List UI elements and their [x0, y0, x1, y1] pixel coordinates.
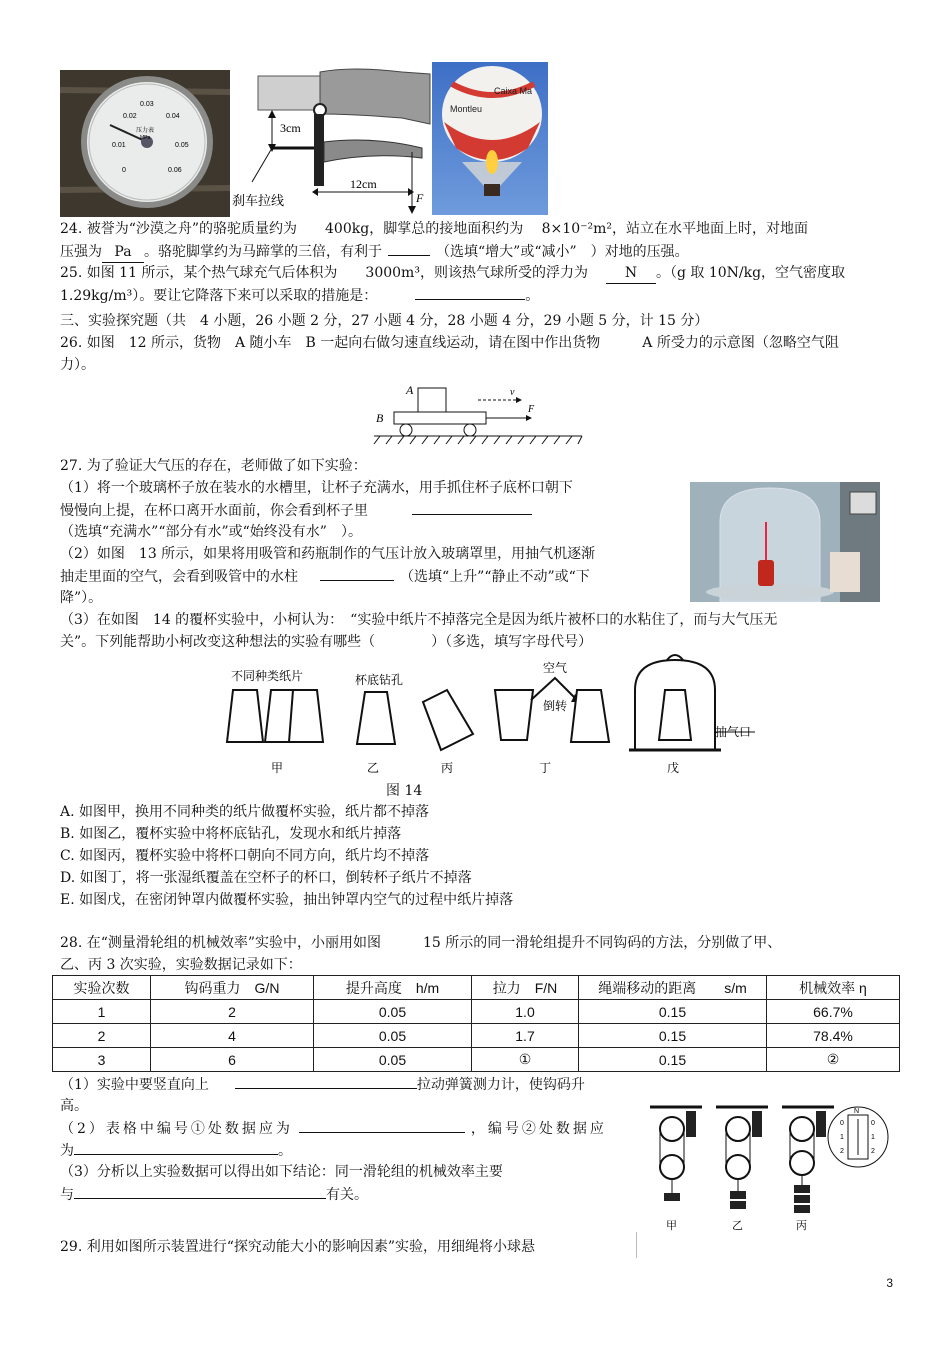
gauge-tick: 0.05	[175, 142, 189, 149]
fig14-label-air: 空气	[543, 661, 568, 675]
q28-text: ，编号②处数据应	[470, 1121, 607, 1137]
fig15-caption: 丙	[796, 1219, 807, 1232]
pulley-set-1	[650, 1107, 702, 1201]
q27-p2-line3: 降”）。	[60, 590, 103, 606]
q28-text: 有关。	[326, 1187, 368, 1203]
q28-s2-cont	[60, 1140, 292, 1161]
table-cell: 1.0	[472, 1000, 579, 1024]
q28-s3: （3）分析以上实验数据可以得出如下结论：同一滑轮组的机械效率主要	[60, 1164, 503, 1180]
q27-option-e: E. 如图戊，在密闭钟罩内做覆杯实验，抽出钟罩内空气的过程中纸片掉落	[60, 892, 514, 908]
hot-air-balloon-photo	[432, 62, 548, 215]
fig14-label-paper: 不同种类纸片	[231, 669, 304, 683]
table-cell: 6	[151, 1048, 314, 1072]
q25-answer-blank[interactable]: N	[606, 263, 656, 284]
q27-p1-line2	[60, 500, 532, 521]
q27-p3-line2: 关”。下列能帮助小柯改变这种想法的实验有哪些（ ）（多选，填写字母代号）	[60, 634, 593, 650]
scale-mark: 1	[840, 1134, 844, 1141]
q28-text: （1）实验中要竖直向上	[60, 1077, 209, 1093]
table-cell: ①	[472, 1048, 579, 1072]
balloon-text: Montleu	[450, 104, 483, 114]
q28-text: 。	[278, 1143, 292, 1159]
q27-option-d: D. 如图丁，将一张湿纸覆盖在空杯子的杯口，倒转杯子纸片不掉落	[60, 870, 472, 886]
table-cell: 4	[151, 1024, 314, 1048]
gauge-tick: 0.02	[123, 113, 137, 120]
fig14-label-vent: 抽气口	[715, 725, 752, 739]
q28-text: 拉动弹簧测力计，使钩码升	[416, 1077, 585, 1093]
gauge-label: 压力表	[136, 127, 155, 134]
q25-text: 。	[525, 288, 540, 304]
table-header-row	[53, 976, 900, 1000]
table-cell: 1.7	[472, 1024, 579, 1048]
q28-blank-1[interactable]	[235, 1074, 417, 1089]
q26-line1: 26. 如图 12 所示，货物 A 随小车 B 一起向右做匀速直线运动，请在图中作出货物 A 所受力的示意图（忽略空气阻	[60, 335, 839, 351]
q28-text: 为	[60, 1143, 74, 1159]
gauge-tick: 0.04	[166, 113, 180, 120]
q27-p3-line1: （3）在如图 14 的覆杯实验中，小柯认为： “实验中纸片不掉落完全是因为纸片被杯口的水粘住了，而与大气压无	[60, 612, 778, 628]
q25-blank-2[interactable]	[415, 285, 525, 300]
q28-s1-cont: 高。	[60, 1098, 88, 1114]
figure-15-pulleys	[640, 1085, 900, 1235]
table-header: 实验次数	[53, 976, 151, 1000]
q28-data-table	[52, 975, 900, 1072]
scale-mark: 2	[871, 1148, 875, 1155]
gauge-unit: MPa	[140, 135, 151, 141]
fig14-subcaption: 丙	[441, 761, 454, 775]
table-cell: 2	[53, 1024, 151, 1048]
q27-intro: 27. 为了验证大气压的存在，老师做了如下实验：	[60, 458, 367, 474]
bell-jar-photo	[690, 482, 880, 602]
q28-s1	[60, 1074, 585, 1095]
q24-line2	[60, 241, 689, 263]
q29-line1: 29. 利用如图所示装置进行“探究动能大小的影响因素”实验，用细绳将小球悬	[60, 1239, 536, 1255]
table-header: 机械效率 η	[767, 976, 900, 1000]
q27-blank-1[interactable]	[412, 500, 532, 515]
fig14-subcaption: 乙	[367, 761, 380, 775]
table-cell: 0.15	[579, 1000, 767, 1024]
brake-cable-label: 刹车拉线	[232, 194, 285, 209]
table-cell: 0.15	[579, 1024, 767, 1048]
q28-blank-4[interactable]	[74, 1184, 326, 1199]
pulley-set-3	[782, 1107, 888, 1213]
q25-line2	[60, 285, 539, 306]
fig15-caption: 乙	[732, 1219, 743, 1232]
fig14-subcaption: 甲	[271, 761, 284, 775]
label-b: B	[376, 411, 384, 425]
table-cell: 2	[151, 1000, 314, 1024]
q28-s3-cont	[60, 1184, 368, 1205]
q27-option-b: B. 如图乙，覆杯实验中将杯底钻孔，发现水和纸片掉落	[60, 826, 402, 842]
table-header: 提升高度 h/m	[314, 976, 472, 1000]
divider	[636, 1232, 637, 1258]
table-row	[53, 1000, 900, 1024]
q27-text: 慢慢向上提，在杯口离开水面前，你会看到杯子里	[60, 503, 368, 519]
scale-mark: N	[854, 1108, 860, 1115]
fig15-caption: 甲	[666, 1219, 677, 1232]
q27-option-c: C. 如图丙，覆杯实验中将杯口朝向不同方向，纸片均不掉落	[60, 848, 430, 864]
q25-text: 。（g 取 10N/kg，空气密度取	[655, 265, 846, 281]
table-header: 拉力 F/N	[472, 976, 579, 1000]
table-cell: 0.05	[314, 1024, 472, 1048]
table-cell: ②	[767, 1048, 900, 1072]
q24-text: 压强为	[60, 244, 102, 260]
q25-line1	[60, 263, 845, 284]
q27-p2-line1: （2）如图 13 所示，如果将用吸管和药瓶制作的气压计放入玻璃罩里，用抽气机逐渐	[60, 546, 596, 562]
gauge-tick: 0.03	[140, 101, 154, 108]
cart-figure	[370, 378, 585, 448]
table-cell: 3	[53, 1048, 151, 1072]
section3-heading: 三、实验探究题（共 4 小题，26 小题 2 分，27 小题 4 分，28 小题 4 分，29 小题 5 分，计 15 分）	[60, 313, 709, 329]
page-number: 3	[886, 1276, 893, 1290]
q27-p1-line3: （选填“充满水”“部分有水”或“始终没有水” ）。	[60, 524, 362, 540]
fig14-subcaption: 丁	[539, 761, 552, 775]
label-v: v	[510, 387, 515, 398]
q28-blank-3[interactable]	[74, 1140, 278, 1155]
table-cell: 0.05	[314, 1000, 472, 1024]
q25-text: 1.29kg/m³）。要让它降落下来可以采取的措施是：	[60, 288, 378, 304]
q24-blank-2[interactable]	[388, 241, 430, 256]
dim-12cm: 12cm	[350, 177, 377, 191]
q28-line2: 乙、丙 3 次实验，实验数据记录如下：	[60, 957, 302, 973]
table-row	[53, 1048, 900, 1072]
q24-text: 。骆驼脚掌约为马蹄掌的三倍，有利于	[144, 244, 382, 260]
label-a: A	[406, 383, 414, 397]
table-cell: 0.15	[579, 1048, 767, 1072]
table-header: 绳端移动的距离 s/m	[579, 976, 767, 1000]
q27-blank-2[interactable]	[320, 566, 394, 581]
table-cell: 1	[53, 1000, 151, 1024]
q27-text: 抽走里面的空气，会看到吸管中的水柱	[60, 569, 298, 585]
q25-text: 25. 如图 11 所示，某个热气球充气后体积为 3000m³，则该热气球所受的浮力为	[60, 265, 588, 281]
table-cell: 66.7%	[767, 1000, 900, 1024]
q27-p2-line2	[60, 566, 590, 587]
scale-mark: 1	[871, 1134, 875, 1141]
q28-text: （2）表格中编号①处数据应为	[60, 1121, 293, 1137]
table-row	[53, 1024, 900, 1048]
fig14-label-hole: 杯底钻孔	[355, 673, 404, 687]
q28-blank-2[interactable]	[299, 1118, 465, 1133]
gauge-tick: 0	[122, 167, 126, 174]
q24-line1: 24. 被誉为“沙漠之舟”的骆驼质量约为 400kg，脚掌总的接地面积约为 8×10⁻²m²，站立在水平地面上时，对地面	[60, 221, 808, 237]
fig14-subcaption: 戊	[667, 761, 680, 775]
q27-text: （选填“上升”“静止不动”或“下	[400, 569, 590, 585]
q24-answer-blank[interactable]: Pa	[102, 242, 144, 263]
gauge-tick: 0.06	[168, 167, 182, 174]
q28-text: 与	[60, 1187, 74, 1203]
table-cell: 78.4%	[767, 1024, 900, 1048]
q24-text: （选填“增大”或“减小” ）对地的压强。	[436, 244, 689, 260]
q27-p1-line1: （1）将一个玻璃杯子放在装水的水槽里，让杯子充满水，用手抓住杯子底杯口朝下	[60, 480, 573, 496]
table-header: 钩码重力 G/N	[151, 976, 314, 1000]
scale-mark: 0	[871, 1120, 875, 1127]
scale-mark: 2	[840, 1148, 844, 1155]
q28-s2	[60, 1118, 607, 1139]
brake-lever-diagram	[232, 62, 432, 217]
figure-14-caption: 图 14	[386, 783, 423, 799]
figure-14	[215, 650, 760, 778]
force-f-label: F	[416, 191, 424, 205]
label-f: F	[528, 404, 535, 415]
pressure-gauge-photo	[60, 70, 230, 217]
balloon-text: Caixa Ma	[494, 86, 533, 96]
fig14-label-invert: 倒转	[543, 699, 568, 713]
q26-line2: 力）。	[60, 357, 95, 373]
table-cell: 0.05	[314, 1048, 472, 1072]
scale-mark: 0	[840, 1120, 844, 1127]
q27-option-a: A. 如图甲，换用不同种类的纸片做覆杯实验，纸片都不掉落	[60, 804, 430, 820]
q28-line1: 28. 在“测量滑轮组的机械效率”实验中，小丽用如图 15 所示的同一滑轮组提升不同钩码的方法，分别做了甲、	[60, 935, 782, 951]
gauge-tick: 0.01	[112, 142, 126, 149]
dim-3cm: 3cm	[280, 121, 301, 135]
pulley-set-2	[716, 1107, 768, 1209]
